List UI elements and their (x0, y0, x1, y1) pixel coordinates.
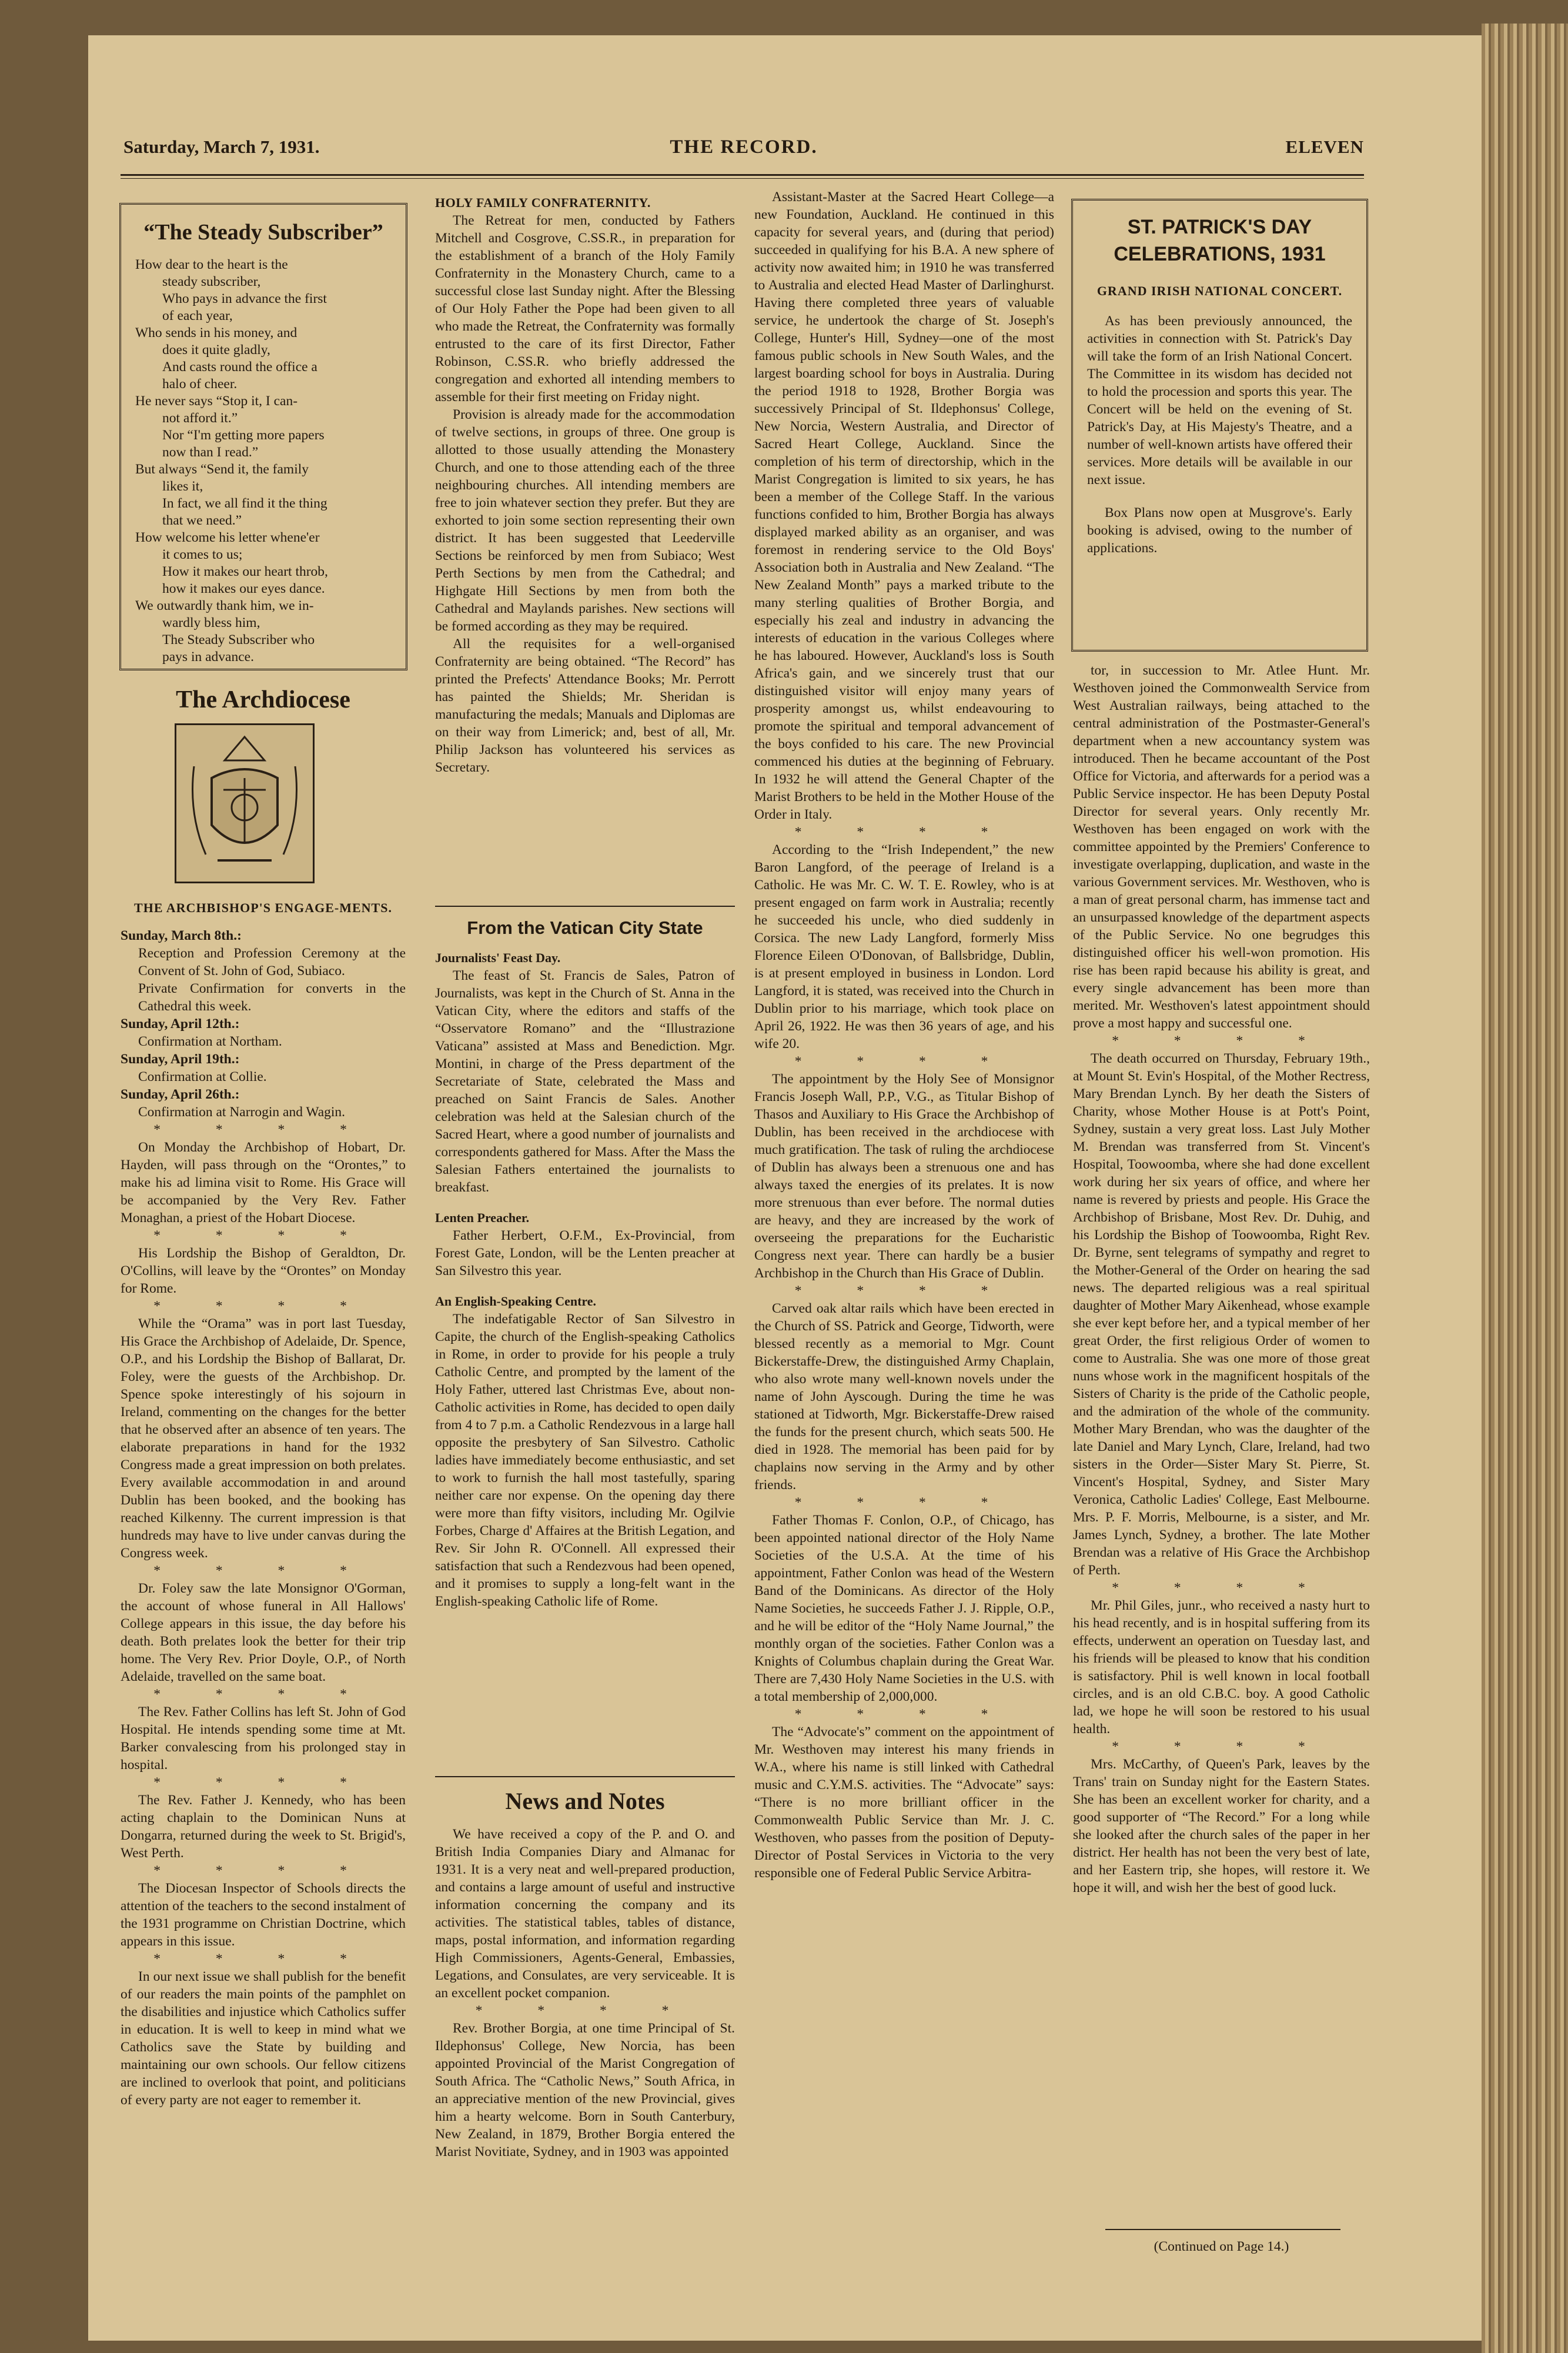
header-rule-thin (121, 178, 1364, 179)
separator-stars: * * * * (794, 1054, 1014, 1069)
vatican-subheading: An English-Speaking Centre. (435, 1294, 597, 1309)
column-three (754, 188, 1054, 2276)
separator-stars: * * * * (153, 1951, 373, 1967)
engagement-text: Confirmation at Collie. (138, 1069, 267, 1084)
poem-line: of each year, (162, 308, 233, 323)
poem-line: now than I read.” (162, 445, 259, 460)
steady-subscriber-box (119, 203, 407, 670)
header-rule (121, 174, 1364, 176)
vatican-column (435, 912, 735, 1776)
engagement-text: Private Confirmation for converts in the Cathedral this week. (138, 981, 406, 1014)
vatican-title: From the Vatican City State (467, 917, 703, 938)
separator-stars: * * * * (153, 1563, 373, 1578)
st-patricks-text (1087, 312, 1352, 557)
poem-line: How dear to the heart is the (135, 257, 288, 272)
separator-stars: * * * * (794, 825, 1014, 840)
news-paragraph: We have received a copy of the P. and O. and British India Companies Diary and Almanac for 1931. It is a very neat and well-prepared production, and contains a large amount of useful and instructive information concerning the company and its activities. The statistical tables, tables of distance, maps, postal information, and information regarding High Commissioners, Agents-General, Embassies, Legations, and Consulates, are very serviceable. It is an excellent pocket companion. (435, 1827, 735, 2001)
poem-title: “The Steady Subscriber” (143, 220, 383, 245)
archdiocese-heading-wrap (121, 682, 406, 729)
archdiocese-title: The Archdiocese (176, 686, 350, 713)
column-four-paragraph: The death occurred on Thursday, February 19th., at Mount St. Evin's Hospital, of the Mother Rectress, Mary Brendan Lynch. By her death the Sisters of Charity, whose Mother House is at Pott's Point, Sydney, sustain a very great loss. Last July Mother M. Brendan was transferred from St. Vincent's Hospital, Toowoomba, where she had done excellent work during her six years of office, and where her name is revered by priests and people. His Grace the Archbishop of Brisbane, Most Rev. Dr. Duhig, and his Lordship the Bishop of Toowoomba, Right Rev. Dr. Byrne, sent telegrams of sympathy and regret to the Mother-General of the Order on hearing the sad news. The departed religious was a real spiritual daughter of Mother Mary Aikenhead, whose example she ever kept before her, and a typical member of her great Order, the first religious Order of women to come to Australia. She was one more of those great nuns whose work in the magnificent hospitals of the Sisters of Charity is the pride of the Catholic people, and the admiration of the whole of the community. Mother Mary Brendan, who was the daughter of the late Daniel and Mary Lynch, Clare, Ireland, had two sisters in the Order—Sister Mary St. Pierre, St. Vincent's Hospital, Sydney, and Sister Mary Veronica, Catholic Ladies' College, East Melbourne. Mrs. P. F. Morris, Melbourne, is a sister, and Mr. James Lynch, Sydney, a brother. The late Mother Brendan was a relative of His Grace the Archbishop of Perth. (1073, 1051, 1370, 1578)
holy-family-text (435, 212, 735, 776)
page-edges (1482, 24, 1568, 2353)
coat-of-arms-icon (176, 725, 313, 882)
page-header (123, 136, 1364, 172)
column-four (1073, 662, 1370, 2202)
poem-line: In fact, we all find it the thing (162, 496, 327, 511)
vatican-subheading: Journalists' Feast Day. (435, 950, 561, 965)
paper-name: THE RECORD. (670, 136, 818, 158)
vatican-paragraph: The indefatigable Rector of San Silvestro in Capite, the church of the English-speaking Catholics in Rome, in order to provide for his people a truly Catholic Centre, and prompted by the lament of the Holy Father, uttered last Christmas Eve, about non-Catholic activities in Rome, has decided to open daily from 4 to 7 p.m. a Catholic Rendezvous in a large hall opposite the presbytery of San Silvestro. Catholic ladies have immediately become enthusiastic, and set to work to furnish the hall most tastefully, sparing neither care nor expense. On the opening day there were more than fifty visitors, including Mr. Ogilvie Forbes, Charge d' Affaires at the British Legation, and Rev. Sir John R. O'Connell. All expressed their satisfaction that such a Rendezvous had been opened, and it promises to supply a long-felt want in the English-speaking Catholic life of Rome. (435, 1311, 735, 1609)
poem-line: How welcome his letter whene'er (135, 530, 320, 545)
archdiocese-paragraph: The Rev. Father Collins has left St. John of God Hospital. He intends spending some time at Mt. Barker convalescing from his prolonged stay in hospital. (121, 1704, 406, 1773)
st-patricks-box (1071, 199, 1368, 652)
archdiocese-paragraph: While the “Orama” was in port last Tuesday, His Grace the Archbishop of Adelaide, Dr. Spence, O.P., and his Lordship the Bishop of Ballarat, Dr. Foley, were the guests of the Archbishop. Dr. Spence spoke interestingly of his sojourn in Ireland, commenting on the changes for the better that he observed after an absence of ten years. The elaborate preparations in hand for the 1932 Congress made a great impression on both prelates. Every available accommodation in and around Dublin has been booked, and the booking has reached Kilkenny. The current impression is that hundreds may have to live under canvas during the Congress week. (121, 1316, 406, 1561)
st-patricks-paragraph: Box Plans now open at Musgrove's. Early booking is advised, owing to the number of applications. (1087, 505, 1352, 556)
separator-stars: * * * * (153, 1228, 373, 1243)
section-rule (435, 906, 735, 907)
holy-family-paragraph: The Retreat for men, conducted by Fathers Mitchell and Cosgrove, C.SS.R., in preparation for the establishment of a branch of the Holy Family Confraternity in the Monastery Church, came to a successful close last Sunday night. After the Blessing of Our Holy Father the Pope had been given to all who made the Retreat, the Confraternity was formally entrusted to the care of its first Director, Father Robinson, C.SS.R. who briefly addressed the congregation and exhorted all intending members to assemble for their first meeting on Friday night. (435, 213, 735, 405)
archdiocese-paragraph: Dr. Foley saw the late Monsignor O'Gorman, the account of whose funeral in All Hallows' College appears in this issue, the day before his death. Both prelates look the better for their trip home. The Very Rev. Prior Doyle, O.P., of North Adelaide, travelled on the same boat. (121, 1581, 406, 1684)
engagements-list (121, 927, 406, 1121)
engagements-heading: THE ARCHBISHOP'S ENGAGE-MENTS. (134, 900, 392, 915)
coat-of-arms-logo (175, 723, 315, 883)
issue-date: Saturday, March 7, 1931. (123, 136, 320, 157)
holy-family-title: HOLY FAMILY CONFRATERNITY. (435, 195, 651, 210)
closing-rule (1105, 2229, 1340, 2230)
engagement-text: Confirmation at Northam. (138, 1034, 282, 1049)
archdiocese-notes (121, 1121, 406, 2109)
archdiocese-paragraph: His Lordship the Bishop of Geraldton, Dr. O'Collins, will leave by the “Orontes” on Monday for Rome. (121, 1246, 406, 1296)
archdiocese-column (121, 900, 406, 2258)
poem-line: does it quite gladly, (162, 342, 270, 358)
poem-line: He never says “Stop it, I can- (135, 393, 298, 409)
engagement-text: Confirmation at Narrogin and Wagin. (138, 1104, 346, 1120)
continued-note: (Continued on Page 14.) (1154, 2239, 1289, 2254)
news-notes-title: News and Notes (505, 1788, 665, 1814)
separator-stars: * * * * (794, 1495, 1014, 1510)
separator-stars: * * * * (153, 1122, 373, 1137)
separator-stars: * * * * (1112, 1739, 1331, 1754)
poem-line: We outwardly thank him, we in- (135, 598, 314, 613)
poem-line: that we need.” (162, 513, 242, 528)
holy-family-column (435, 194, 735, 891)
vatican-paragraph: Father Herbert, O.F.M., Ex-Provincial, from Forest Gate, London, will be the Lenten preacher at San Silvestro this year. (435, 1228, 735, 1279)
poem-body (135, 256, 392, 666)
column-three-paragraph: The appointment by the Holy See of Monsignor Francis Joseph Wall, P.P., V.G., as Titular Bishop of Thasos and Auxiliary to His Grace the Archbishop of Dublin, has been received in the archdiocese with much gratification. The task of ruling the archdiocese of Dublin has always been a strenuous one and has always taxed the energies of its prelates. It is now more strenuous than ever before. The normal duties are heavy, and they are increased by the work of overseeing the preparations for the Eucharistic Congress next year. There can hardly be a busier Archbishop in the Church than His Grace of Dublin. (754, 1072, 1054, 1281)
archdiocese-paragraph: The Diocesan Inspector of Schools directs the attention of the teachers to the second instalment of the 1931 programme on Christian Doctrine, which appears in this issue. (121, 1881, 406, 1949)
separator-stars: * * * * (1112, 1033, 1331, 1049)
holy-family-paragraph: Provision is already made for the accommodation of twelve sections, in groups of three. One group is allotted to those usually attending the Monastery Church, and one to those attending each of the three neighbouring churches. All intending members are free to join whatever section they prefer. But they are exhorted to join some section representing their own district. It has been suggested that Leederville Sections be reinforced by men from Subiaco; West Perth Sections by men from the Cathedral; and Highgate Hill Sections by men from both the Cathedral and Maylands parishes. New sections will be formed according as they may be required. (435, 407, 735, 634)
column-three-paragraph: Father Thomas F. Conlon, O.P., of Chicago, has been appointed national director of the Holy Name Societies of the U.S.A. At the time of his appointment, Father Conlon was head of the Western Band of the Dominicans. As director of the Holy Name Societies, he succeeds Father J. J. Ripple, O.P., and he will be editor of the “Holy Name Journal,” the monthly organ of the societies. Father Conlon was a Knights of Columbus chaplain during the Great War. There are 7,430 Holy Name Societies in the U.S. with a total membership of 2,000,000. (754, 1513, 1054, 1704)
poem-line: Who sends in his money, and (135, 325, 297, 341)
archdiocese-paragraph: The Rev. Father J. Kennedy, who has been acting chaplain to the Dominican Nuns at Dongarra, returned during the week to St. Brigid's, West Perth. (121, 1793, 406, 1861)
poem-line: halo of cheer. (162, 376, 238, 392)
vatican-subheading: Lenten Preacher. (435, 1210, 530, 1225)
section-rule-2 (435, 1776, 735, 1777)
poem-line: How it makes our heart throb, (162, 564, 328, 579)
news-notes-column (435, 1782, 735, 2276)
separator-stars: * * * * (153, 1863, 373, 1878)
separator-stars: * * * * (794, 1707, 1014, 1722)
column-three-paragraph: Assistant-Master at the Sacred Heart College—a new Foundation, Auckland. He continued in this capacity for several years, and (during that period) succeeded in qualifying for his B.A. A new sphere of activity now awaited him; in 1910 he was transferred to Australia and elected Head Master of Darlinghurst. Having there completed three years of valuable service, he undertook the charge of St. Joseph's College, Hunter's Hill, Sydney—one of the most famous public schools in New South Wales, and the largest boarding school for boys in Australia. During the period 1918 to 1928, Brother Borgia was successively Principal of St. Ildephonsus' College, New Norcia, Western Australia, and Director of Sacred Heart College, Auckland. Since the completion of his term of directorship, which in the Marist Congregation is limited to six years, he has been a member of the College Staff. In the various functions confided to him, Brother Borgia has always displayed marked ability as an organiser, and was foremost in rendering service to the Old Boys' Association both in Australia and New Zealand. “The New Zealand Month” pays a marked tribute to the many sterling qualities of Brother Borgia, and especially his zeal and industry in advancing the interests of education in the various Colleges where he has laboured. However, Auckland's loss is South Africa's gain, and we sincerely trust that our distinguished visitor will enjoy many years of prosperity amongst us, whilst endeavouring to promote the spiritual and temporal advancement of the boys confided to his care. The new Provincial commenced his duties at the beginning of February. In 1932 he will attend the General Chapter of the Marist Brothers to be held in the Mother House of the Order in Italy. (754, 189, 1054, 822)
separator-stars: * * * * (153, 1687, 373, 1702)
poem-line: wardly bless him, (162, 615, 260, 630)
column-three-paragraph: According to the “Irish Independent,” the new Baron Langford, of the peerage of Ireland is a Catholic. He was Mr. C. W. T. E. Rowley, who is at present engaged on farm work in Australia; recently he succeeded his uncle, who died suddenly in Corsica. The new Lady Langford, formerly Miss Florence Eileen O'Donovan, of Ballsbridge, Dublin, is at present employed in business in London. Lord Langford, it is stated, was received into the Church in Dublin prior to his marriage, which took place on April 26, 1922. He was then 36 years of age, and his wife 20. (754, 842, 1054, 1052)
column-four-text (1073, 662, 1370, 1897)
page-number: ELEVEN (1285, 136, 1364, 157)
engagement-date: Sunday, April 26th.: (121, 1087, 240, 1102)
vatican-paragraph: The feast of St. Francis de Sales, Patron of Journalists, was kept in the Church of St. Anna in the Vatican City, where the editors and staffs of the “Osservatore Romano” and the “Illustrazione Vaticana” assisted at Mass and Benediction. Mgr. Montini, in charge of the Press department of the Secretariate of State, celebrated the Mass and preached on Saint Francis de Sales. Another celebration was held at the Salesian church of the Sacred Heart, where a good number of journalists and correspondents gathered for Mass. After the Mass the Salesian Fathers entertained the journalists to breakfast. (435, 968, 735, 1195)
archdiocese-paragraph: On Monday the Archbishop of Hobart, Dr. Hayden, will pass through on the “Orontes,” to make his ad limina visit to Rome. His Grace will be accompanied by the Very Rev. Father Monaghan, a priest of the Hobart Diocese. (121, 1140, 406, 1226)
column-three-paragraph: The “Advocate's” comment on the appointment of Mr. Westhoven may interest his many friends in W.A., where his name is still linked with Cathedral music and C.Y.M.S. activities. The “Advocate” says: “There is no more brilliant officer in the Commonwealth Public Service than Mr. J. C. Westhoven, who passes from the position of Deputy-Director of Postal Services in Victoria to the very responsible one of Federal Public Service Arbitra- (754, 1724, 1054, 1881)
st-patricks-title: ST. PATRICK'S DAY CELEBRATIONS, 1931 (1114, 216, 1326, 265)
column-four-paragraph: Mr. Phil Giles, junr., who received a nasty hurt to his head recently, and is in hospital suffering from its effects, underwent an operation on Tuesday last, and his friends will be pleased to know that his condition is satisfactory. Phil is well known in local football circles, and is an old C.B.C. boy. A good Catholic lad, we hope he will soon be restored to his usual health. (1073, 1598, 1370, 1737)
concert-heading: GRAND IRISH NATIONAL CONCERT. (1096, 283, 1343, 298)
st-patricks-paragraph: As has been previously announced, the activities in connection with St. Patrick's Day will take the form of an Irish National Concert. The Committee in its wisdom has decided not to hold the procession and sports this year. The Concert will be held on the evening of St. Patrick's Day, at His Majesty's Theatre, and a number of well-known artists have offered their services. More details will be available in our next issue. (1087, 313, 1352, 488)
separator-stars: * * * * (475, 2003, 695, 2018)
separator-stars: * * * * (794, 1283, 1014, 1299)
column-four-paragraph: tor, in succession to Mr. Atlee Hunt. Mr. Westhoven joined the Commonwealth Service from West Australian railways, being attached to the central administration of the Postmaster-General's department when a new accountancy system was introduced. Then he became accountant of the Post Office for Victoria, and afterwards for a period was a Public Service inspector. He has been Deputy Postal Director for several years. Only recently Mr. Westhoven has been engaged on work with the committee appointed by the Premiers' Conference to investigate overlapping, duplication, and waste in the various Government services. Mr. Westhoven, who is a man of great personal charm, has immense tact and an unsurpassed knowledge of the department aspects of the Public Service. No one begrudges this distinguished officer his well-won promotion. His rise has been rapid because his ability is great, and every single advancement has been more than merited. Mr. Westhoven's latest appointment should prove a most happy and successful one. (1073, 663, 1370, 1031)
news-paragraph: Rev. Brother Borgia, at one time Principal of St. Ildephonsus' College, New Norcia, has been appointed Provincial of the Marist Congregation of South Africa. The “Catholic News,” South Africa, in an appreciative mention of the new Provincial, gives him a hearty welcome. Born in South Canterbury, New Zealand, in 1879, Brother Borgia entered the Marist Novitiate, Sydney, and in 1903 was appointed (435, 2021, 735, 2160)
poem-line: it comes to us; (162, 547, 243, 562)
engagement-text: Reception and Profession Ceremony at the Convent of St. John of God, Subiaco. (138, 946, 406, 979)
column-three-paragraph: Carved oak altar rails which have been erected in the Church of SS. Patrick and George, Tidworth, were blessed recently as a memorial to Mgr. Count Bickerstaffe-Drew, the distinguished Army Chaplain, who also wrote many well-known novels under the name of John Ayscough. During the time he was stationed at Tidworth, Mgr. Bickerstaffe-Drew raised the funds for the present church, which seats 500. He died in 1928. The memorial has been paid for by chaplains now serving in the Army and by other friends. (754, 1301, 1054, 1493)
poem-line: likes it, (162, 479, 203, 494)
poem-line: Who pays in advance the first (162, 291, 327, 306)
separator-stars: * * * * (153, 1775, 373, 1790)
holy-family-paragraph: All the requisites for a well-organised Confraternity are being obtained. “The Record” has printed the Prefects' Attendance Books; Mr. Perrott has painted the Shields; Mr. Sheridan is manufacturing the medals; Manuals and Diplomas are on their way from Limerick; and, best of all, Mr. Philip Jackson has volunteered his services as Secretary. (435, 636, 735, 775)
poem-line: pays in advance. (162, 649, 254, 665)
poem-line: how it makes our eyes dance. (162, 581, 325, 596)
column-four-paragraph: Mrs. McCarthy, of Queen's Park, leaves by the Trans' train on Sunday night for the Eastern States. She has been an excellent worker for charity, and a good supporter of “The Record.” For a long while she looked after the church sales of the paper in her district. Her health has not been the very best of late, and her Eastern trip, she hopes, will restore it. We hope it will, and wish her the best of good luck. (1073, 1757, 1370, 1895)
poem-line: And casts round the office a (162, 359, 317, 375)
archdiocese-paragraph: In our next issue we shall publish for the benefit of our readers the main points of the pamphlet on the disabilities and injustice which Catholics suffer in education. It is well to keep in mind what we Catholics save the State by building and maintaining our own schools. Our fellow citizens are inclined to overlook that point, and politicians of every party are not eager to remember it. (121, 1969, 406, 2108)
poem-line: The Steady Subscriber who (162, 632, 315, 648)
vatican-sections (435, 949, 735, 1610)
poem-line: But always “Send it, the family (135, 462, 309, 477)
poem-line: steady subscriber, (162, 274, 261, 289)
news-notes-text (435, 1825, 735, 2161)
poem-line: Nor “I'm getting more papers (162, 428, 325, 443)
separator-stars: * * * * (1112, 1580, 1331, 1596)
engagement-date: Sunday, April 12th.: (121, 1016, 240, 1032)
poem-line: not afford it.” (162, 410, 238, 426)
engagement-date: Sunday, April 19th.: (121, 1052, 240, 1067)
separator-stars: * * * * (153, 1299, 373, 1314)
column-three-text (754, 188, 1054, 1882)
engagement-date: Sunday, March 8th.: (121, 928, 242, 943)
